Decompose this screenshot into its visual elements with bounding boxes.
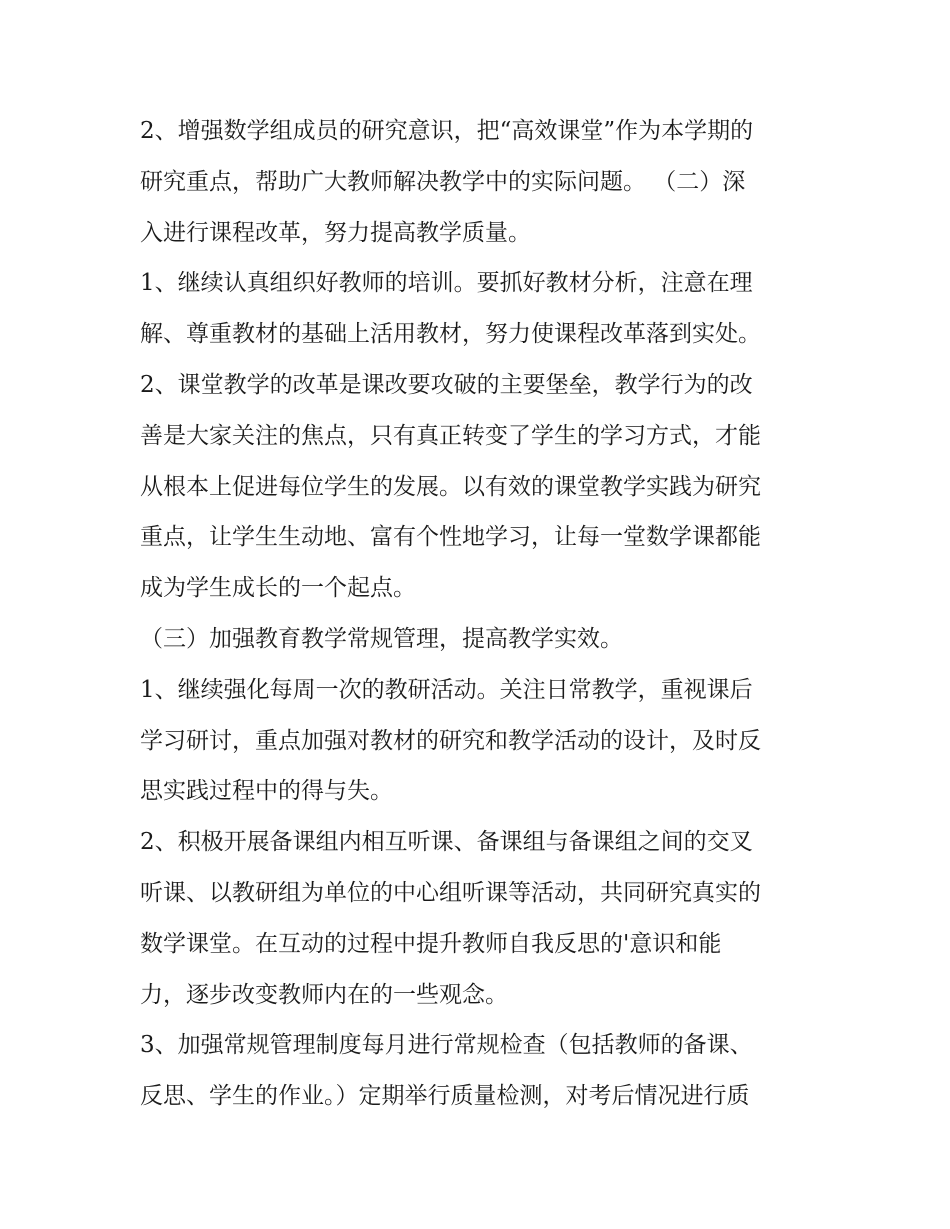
text-line: 1、继续认真组织好教师的培训。要抓好教材分析，注意在理 xyxy=(140,270,753,297)
text-line: 思实践过程中的得与失。 xyxy=(140,778,393,805)
text-line: 重点，让学生生动地、富有个性地学习，让每一堂数学课都能 xyxy=(140,524,761,551)
text-line: 听课、以教研组为单位的中心组听课等活动，共同研究真实的 xyxy=(140,879,761,906)
text-line: 研究重点，帮助广大教师解决教学中的实际问题。 （二）深 xyxy=(140,168,746,195)
text-line: 2、课堂教学的改革是课改要攻破的主要堡垒，教学行为的改 xyxy=(140,371,753,398)
text-line: 从根本上促进每位学生的发展。以有效的课堂教学实践为研究 xyxy=(140,473,761,500)
text-line: 2、积极开展备课组内相互听课、备课组与备课组之间的交叉 xyxy=(140,829,753,856)
text-line: 解、尊重教材的基础上活用教材，努力使课程改革落到实处。 xyxy=(140,321,761,348)
section-heading: （三）加强教育教学常规管理，提高教学实效。 xyxy=(140,625,623,652)
text-line: 力，逐步改变教师内在的一些观念。 xyxy=(140,981,508,1008)
text-line: 3、加强常规管理制度每月进行常规检查（包括教师的备课、 xyxy=(140,1032,753,1059)
text-line: 成为学生成长的一个起点。 xyxy=(140,575,416,602)
text-line: 学习研讨，重点加强对教材的研究和教学活动的设计，及时反 xyxy=(140,727,761,754)
text-line: 入进行课程改革，努力提高教学质量。 xyxy=(140,219,531,246)
text-line: 善是大家关注的焦点，只有真正转变了学生的学习方式，才能 xyxy=(140,422,761,449)
text-line: 数学课堂。在互动的过程中提升教师自我反思的'意识和能 xyxy=(140,930,722,957)
text-line: 1、继续强化每周一次的教研活动。关注日常教学，重视课后 xyxy=(140,676,753,703)
document-body xyxy=(140,106,820,1122)
text-line: 2、增强数学组成员的研究意识，把“高效课堂”作为本学期的 xyxy=(140,118,754,144)
text-line: 反思、学生的作业。）定期举行质量检测，对考后情况进行质 xyxy=(140,1083,750,1110)
